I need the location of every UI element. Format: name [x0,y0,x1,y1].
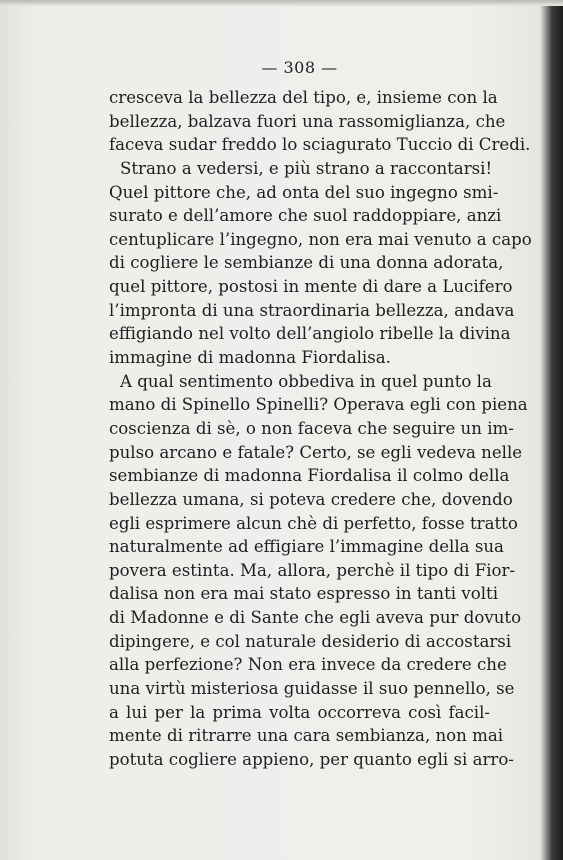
text-line: mano di Spinello Spinelli? Operava egli con piena [109,395,528,415]
text-line: di cogliere le sembianze di una donna adorata, [109,253,504,273]
text-line: l’impronta di una straordinaria bellezza, andava [109,300,515,320]
text-line: di Madonne e di Sante che egli aveva pur dovuto [109,608,522,628]
text-line: potuta cogliere appieno, per quanto egli si arro- [109,749,514,769]
text-line: povera estinta. Ma, allora, perchè il tipo di Fior- [109,560,516,580]
text-line: naturalmente ad effigiare l’immagine della sua [109,537,504,557]
text-line: surato e dell’amore che suol raddoppiare, anzi [109,206,502,226]
page-number: — 308 — [261,58,338,77]
text-line: dipingere, e col naturale desiderio di accostarsi [109,631,512,651]
text-line: pulso arcano e fatale? Certo, se egli vedeva nelle [109,442,523,462]
text-line: una virtù misteriosa guidasse il suo pennello, se [109,679,515,699]
text-line: centuplicare l’ingegno, non era mai venuto a capo [109,229,532,249]
text-line: egli esprimere alcun chè di perfetto, fosse tratto [109,513,518,533]
text-line: quel pittore, postosi in mente di dare a Lucifero [109,277,513,297]
text-line: immagine di madonna Fiordalisa. [109,348,391,368]
text-line: mente di ritrarre una cara sembianza, non mai [109,726,504,746]
text-line: Strano a vedersi, e più strano a raccontarsi! [120,158,493,178]
text-line: effigiando nel volto dell’angiolo ribelle la divina [109,324,511,344]
text-line: a lui per la prima volta occorreva così facil- [109,702,490,722]
body-text [109,86,532,772]
text-line: A qual sentimento obbediva in quel punto la [120,371,492,391]
text-line: bellezza, balzava fuori una rassomiglianza, che [109,111,506,131]
text-line: bellezza umana, si poteva credere che, dovendo [109,489,513,509]
text-line: dalisa non era mai stato espresso in tanti volti [109,584,499,604]
text-line: Quel pittore che, ad onta del suo ingegno smi- [109,182,499,202]
text-line: cresceva la bellezza del tipo, e, insieme con la [109,88,498,107]
text-line: coscienza di sè, o non faceva che seguire un im- [109,418,514,438]
text-line: faceva sudar freddo lo sciagurato Tuccio di Credi. [109,135,531,155]
text-line: sembianze di madonna Fiordalisa il colmo della [109,466,510,486]
page-top-edge [0,0,563,6]
text-line: alla perfezione? Non era invece da credere che [109,655,507,675]
